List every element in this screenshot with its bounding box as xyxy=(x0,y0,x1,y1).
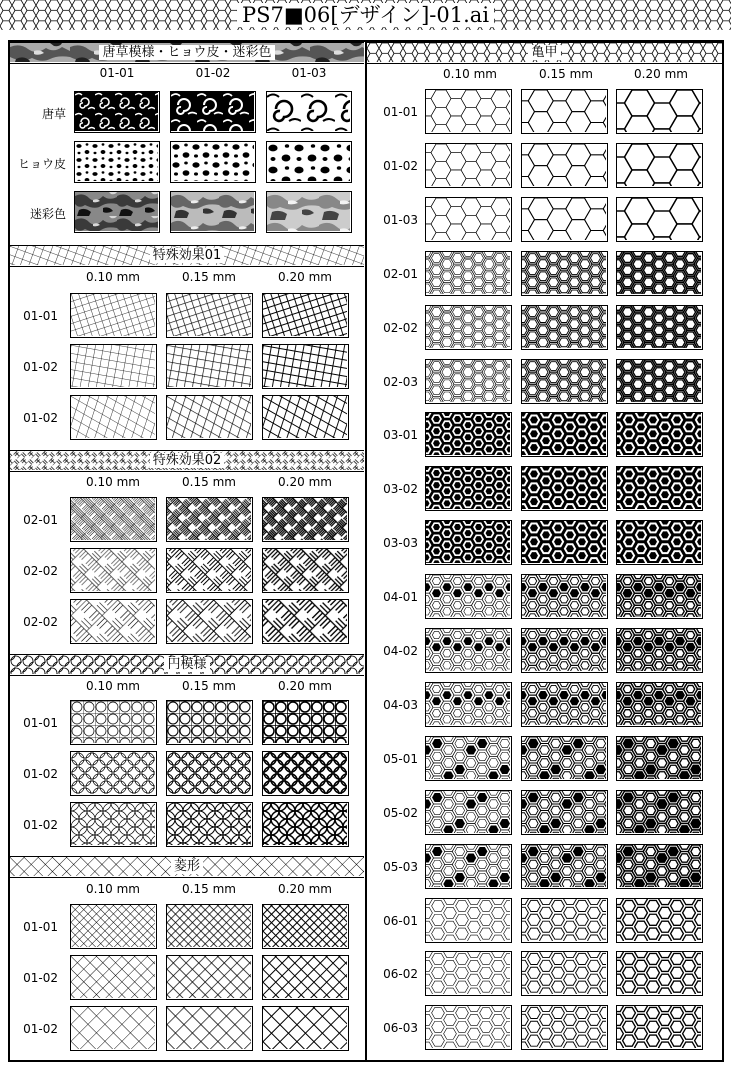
kikko-swatch-pattern xyxy=(522,791,606,833)
kikko-swatch[interactable] xyxy=(425,682,512,727)
en-swatch-pattern xyxy=(263,752,347,794)
kikko-swatch[interactable] xyxy=(425,143,512,188)
tokushu02-col-header: 0.20 mm xyxy=(278,475,332,489)
tokushu02-swatch-pattern xyxy=(167,549,251,591)
kikko-row-label: 05-01 xyxy=(383,751,418,766)
document-title: PS7■06[デザイン]-01.ai xyxy=(237,3,494,27)
kikko-swatch-pattern xyxy=(522,683,606,725)
tokushu01-swatch-pattern xyxy=(263,294,347,336)
karakusa-swatch[interactable] xyxy=(266,191,352,233)
kikko-swatch-pattern xyxy=(522,952,606,994)
kikko-swatch[interactable] xyxy=(425,898,512,943)
hishi-swatch[interactable] xyxy=(166,1006,253,1051)
kikko-row-label: 03-02 xyxy=(383,482,418,497)
tokushu01-swatch[interactable] xyxy=(262,293,349,338)
hishi-swatch[interactable] xyxy=(70,955,157,1000)
kikko-swatch-pattern xyxy=(426,306,510,348)
kikko-swatch-pattern xyxy=(426,791,510,833)
tokushu01-title: 特殊効果01 xyxy=(150,248,225,263)
hishi-swatch-pattern xyxy=(167,905,251,947)
hishi-swatch[interactable] xyxy=(166,955,253,1000)
kikko-swatch[interactable] xyxy=(521,898,608,943)
tokushu01-header xyxy=(10,245,364,267)
karakusa-swatch-pattern xyxy=(75,92,158,131)
kikko-swatch[interactable] xyxy=(616,1005,703,1050)
kikko-swatch-pattern xyxy=(522,629,606,671)
en-swatch[interactable] xyxy=(262,751,349,796)
karakusa-col-header: 01-01 xyxy=(99,66,135,80)
kikko-swatch-pattern xyxy=(426,629,510,671)
kikko-row-label: 04-01 xyxy=(383,590,418,605)
tokushu01-swatch[interactable] xyxy=(166,344,253,389)
karakusa-swatch-pattern xyxy=(267,142,350,181)
hishi-row-label: 01-01 xyxy=(23,920,58,934)
kikko-swatch-pattern xyxy=(522,144,606,186)
kikko-row-label: 03-03 xyxy=(383,536,418,551)
hishi-col-header: 0.10 mm xyxy=(86,882,140,896)
karakusa-row-label: 唐草 xyxy=(41,107,66,121)
karakusa-swatch[interactable] xyxy=(170,141,256,183)
tokushu01-swatch[interactable] xyxy=(166,293,253,338)
tokushu01-swatch-pattern xyxy=(263,345,347,387)
kikko-swatch[interactable] xyxy=(425,251,512,296)
kikko-swatch-pattern xyxy=(522,252,606,294)
kikko-swatch[interactable] xyxy=(425,466,512,511)
kikko-swatch[interactable] xyxy=(521,1005,608,1050)
hishi-swatch-pattern xyxy=(263,1007,347,1049)
tokushu02-row-label: 02-01 xyxy=(23,513,58,527)
tokushu01-row-label: 01-02 xyxy=(23,360,58,374)
tokushu01-col-header: 0.20 mm xyxy=(278,270,332,284)
tokushu02-swatch-pattern xyxy=(71,498,155,540)
kikko-swatch[interactable] xyxy=(616,466,703,511)
karakusa-swatch-pattern xyxy=(267,92,350,131)
kikko-swatch-pattern xyxy=(617,629,701,671)
kikko-swatch-pattern xyxy=(426,575,510,617)
tokushu02-header xyxy=(10,450,364,472)
kikko-swatch-pattern xyxy=(617,575,701,617)
kikko-swatch-pattern xyxy=(617,360,701,402)
hishi-swatch-pattern xyxy=(71,956,155,998)
tokushu02-swatch[interactable] xyxy=(166,548,253,593)
kikko-swatch[interactable] xyxy=(521,951,608,996)
kikko-swatch[interactable] xyxy=(521,628,608,673)
en-col-header: 0.20 mm xyxy=(278,679,332,693)
kikko-title: 亀甲 xyxy=(528,45,560,60)
hishi-swatch[interactable] xyxy=(166,904,253,949)
tokushu02-swatch-pattern xyxy=(167,600,251,642)
kikko-row-label: 02-01 xyxy=(383,266,418,281)
kikko-swatch[interactable] xyxy=(521,736,608,781)
kikko-swatch[interactable] xyxy=(521,412,608,457)
hishi-col-header: 0.20 mm xyxy=(278,882,332,896)
kikko-swatch[interactable] xyxy=(616,682,703,727)
kikko-col-header: 0.15 mm xyxy=(539,67,593,81)
hishi-swatch-pattern xyxy=(263,905,347,947)
kikko-swatch[interactable] xyxy=(521,466,608,511)
kikko-swatch[interactable] xyxy=(521,251,608,296)
kikko-swatch-pattern xyxy=(522,306,606,348)
karakusa-swatch-pattern xyxy=(267,192,350,231)
hishi-swatch-pattern xyxy=(167,956,251,998)
kikko-swatch[interactable] xyxy=(616,844,703,889)
karakusa-swatch[interactable] xyxy=(74,141,160,183)
kikko-swatch[interactable] xyxy=(616,89,703,134)
kikko-swatch-pattern xyxy=(617,845,701,887)
kikko-swatch-pattern xyxy=(522,467,606,509)
kikko-swatch[interactable] xyxy=(521,143,608,188)
hishi-swatch-pattern xyxy=(71,1007,155,1049)
tokushu01-col-header: 0.15 mm xyxy=(182,270,236,284)
kikko-swatch-pattern xyxy=(522,90,606,132)
kikko-swatch[interactable] xyxy=(616,574,703,619)
kikko-swatch-pattern xyxy=(426,467,510,509)
tokushu01-swatch[interactable] xyxy=(166,395,253,440)
kikko-swatch-pattern xyxy=(617,737,701,779)
kikko-swatch[interactable] xyxy=(425,790,512,835)
kikko-swatch-pattern xyxy=(426,198,510,240)
karakusa-swatch[interactable] xyxy=(266,91,352,133)
karakusa-swatch-pattern xyxy=(171,92,254,131)
tokushu02-swatch-pattern xyxy=(263,498,347,540)
kikko-swatch[interactable] xyxy=(521,89,608,134)
title-bar xyxy=(0,0,731,30)
hishi-swatch-pattern xyxy=(71,905,155,947)
kikko-swatch[interactable] xyxy=(425,412,512,457)
kikko-swatch-pattern xyxy=(617,952,701,994)
en-swatch-pattern xyxy=(71,752,155,794)
karakusa-swatch-pattern xyxy=(171,142,254,181)
en-swatch-pattern xyxy=(263,803,347,845)
en-header xyxy=(10,654,364,676)
kikko-col-header: 0.10 mm xyxy=(443,67,497,81)
tokushu01-swatch-pattern xyxy=(263,396,347,438)
kikko-swatch-pattern xyxy=(426,737,510,779)
karakusa-swatch[interactable] xyxy=(74,91,160,133)
kikko-swatch[interactable] xyxy=(616,628,703,673)
kikko-swatch-pattern xyxy=(522,899,606,941)
en-swatch-pattern xyxy=(167,803,251,845)
kikko-row-label: 06-01 xyxy=(383,913,418,928)
hishi-swatch[interactable] xyxy=(262,1006,349,1051)
kikko-swatch-pattern xyxy=(617,683,701,725)
tokushu02-swatch[interactable] xyxy=(70,548,157,593)
kikko-swatch-pattern xyxy=(522,845,606,887)
kikko-swatch[interactable] xyxy=(425,89,512,134)
tokushu02-swatch-pattern xyxy=(263,600,347,642)
tokushu01-swatch-pattern xyxy=(167,294,251,336)
en-col-header: 0.15 mm xyxy=(182,679,236,693)
kikko-swatch[interactable] xyxy=(616,197,703,242)
kikko-swatch-pattern xyxy=(617,306,701,348)
kikko-swatch-pattern xyxy=(617,252,701,294)
tokushu01-swatch-pattern xyxy=(71,345,155,387)
kikko-swatch-pattern xyxy=(426,90,510,132)
tokushu01-swatch-pattern xyxy=(167,396,251,438)
en-swatch[interactable] xyxy=(262,700,349,745)
tokushu02-row-label: 02-02 xyxy=(23,615,58,629)
kikko-col-header: 0.20 mm xyxy=(634,67,688,81)
kikko-swatch-pattern xyxy=(617,899,701,941)
en-title: 円模様 xyxy=(164,657,209,672)
kikko-row-label: 04-03 xyxy=(383,697,418,712)
kikko-swatch-pattern xyxy=(426,144,510,186)
kikko-row-label: 03-01 xyxy=(383,428,418,443)
tokushu02-swatch[interactable] xyxy=(262,497,349,542)
kikko-swatch[interactable] xyxy=(616,790,703,835)
kikko-swatch-pattern xyxy=(617,467,701,509)
kikko-swatch-pattern xyxy=(426,899,510,941)
kikko-swatch-pattern xyxy=(617,413,701,455)
kikko-swatch-pattern xyxy=(426,521,510,563)
kikko-row-label: 01-03 xyxy=(383,212,418,227)
karakusa-row-label: ヒョウ皮 xyxy=(18,157,67,171)
kikko-swatch[interactable] xyxy=(521,197,608,242)
kikko-swatch-pattern xyxy=(426,1006,510,1048)
karakusa-col-header: 01-03 xyxy=(291,66,327,80)
en-swatch[interactable] xyxy=(166,751,253,796)
kikko-swatch-pattern xyxy=(617,791,701,833)
kikko-row-label: 06-02 xyxy=(383,967,418,982)
kikko-swatch-pattern xyxy=(522,360,606,402)
kikko-swatch[interactable] xyxy=(425,951,512,996)
kikko-swatch-pattern xyxy=(426,952,510,994)
kikko-swatch[interactable] xyxy=(616,143,703,188)
kikko-swatch[interactable] xyxy=(616,736,703,781)
tokushu01-swatch[interactable] xyxy=(262,344,349,389)
kikko-swatch[interactable] xyxy=(616,251,703,296)
kikko-swatch-pattern xyxy=(426,413,510,455)
kikko-swatch[interactable] xyxy=(616,305,703,350)
kikko-swatch-pattern xyxy=(522,198,606,240)
kikko-swatch[interactable] xyxy=(616,359,703,404)
kikko-row-label: 05-02 xyxy=(383,805,418,820)
kikko-swatch-pattern xyxy=(617,90,701,132)
tokushu02-swatch-pattern xyxy=(71,549,155,591)
kikko-swatch[interactable] xyxy=(425,628,512,673)
kikko-swatch[interactable] xyxy=(425,197,512,242)
kikko-swatch[interactable] xyxy=(425,1005,512,1050)
hishi-swatch-pattern xyxy=(263,956,347,998)
kikko-swatch[interactable] xyxy=(616,520,703,565)
karakusa-swatch[interactable] xyxy=(170,191,256,233)
tokushu02-swatch[interactable] xyxy=(166,497,253,542)
kikko-row-label: 06-03 xyxy=(383,1021,418,1036)
en-swatch[interactable] xyxy=(166,802,253,847)
en-swatch[interactable] xyxy=(70,700,157,745)
tokushu02-col-header: 0.15 mm xyxy=(182,475,236,489)
kikko-swatch[interactable] xyxy=(616,951,703,996)
karakusa-swatch[interactable] xyxy=(266,141,352,183)
kikko-swatch[interactable] xyxy=(521,359,608,404)
kikko-swatch[interactable] xyxy=(425,520,512,565)
en-swatch[interactable] xyxy=(166,700,253,745)
karakusa-swatch-pattern xyxy=(75,142,158,181)
en-swatch-pattern xyxy=(167,701,251,743)
kikko-row-label: 02-03 xyxy=(383,374,418,389)
hishi-title: 菱形 xyxy=(171,859,203,874)
tokushu02-swatch[interactable] xyxy=(70,599,157,644)
en-swatch[interactable] xyxy=(262,802,349,847)
kikko-swatch[interactable] xyxy=(425,305,512,350)
kikko-swatch-pattern xyxy=(426,845,510,887)
kikko-row-label: 01-02 xyxy=(383,158,418,173)
karakusa-swatch[interactable] xyxy=(74,191,160,233)
hishi-swatch[interactable] xyxy=(262,955,349,1000)
tokushu01-swatch[interactable] xyxy=(262,395,349,440)
kikko-swatch-pattern xyxy=(522,737,606,779)
tokushu02-swatch[interactable] xyxy=(262,599,349,644)
tokushu02-row-label: 02-02 xyxy=(23,564,58,578)
kikko-swatch[interactable] xyxy=(521,790,608,835)
tokushu01-row-label: 01-01 xyxy=(23,309,58,323)
kikko-swatch[interactable] xyxy=(425,574,512,619)
tokushu02-swatch[interactable] xyxy=(70,497,157,542)
tokushu01-swatch-pattern xyxy=(167,345,251,387)
kikko-swatch-pattern xyxy=(522,413,606,455)
tokushu02-swatch[interactable] xyxy=(166,599,253,644)
hishi-swatch-pattern xyxy=(167,1007,251,1049)
kikko-swatch-pattern xyxy=(426,360,510,402)
karakusa-swatch-pattern xyxy=(75,192,158,231)
kikko-swatch[interactable] xyxy=(616,898,703,943)
tokushu01-swatch[interactable] xyxy=(70,344,157,389)
kikko-row-label: 01-01 xyxy=(383,105,418,119)
column-divider xyxy=(365,40,367,1062)
en-swatch-pattern xyxy=(167,752,251,794)
tokushu02-title: 特殊効果02 xyxy=(150,453,225,468)
karakusa-swatch[interactable] xyxy=(170,91,256,133)
tokushu01-swatch-pattern xyxy=(71,396,155,438)
kikko-row-label: 02-02 xyxy=(383,320,418,335)
kikko-row-label: 04-02 xyxy=(383,644,418,658)
en-swatch[interactable] xyxy=(70,802,157,847)
en-swatch-pattern xyxy=(263,701,347,743)
en-col-header: 0.10 mm xyxy=(86,679,140,693)
hishi-swatch[interactable] xyxy=(70,1006,157,1051)
tokushu01-col-header: 0.10 mm xyxy=(86,270,140,284)
kikko-header xyxy=(367,42,722,64)
tokushu02-col-header: 0.10 mm xyxy=(86,475,140,489)
kikko-swatch[interactable] xyxy=(521,574,608,619)
en-row-label: 01-02 xyxy=(23,767,58,781)
en-swatch-pattern xyxy=(71,803,155,845)
kikko-swatch[interactable] xyxy=(521,305,608,350)
tokushu02-swatch-pattern xyxy=(71,600,155,642)
hishi-swatch[interactable] xyxy=(70,904,157,949)
kikko-swatch-pattern xyxy=(522,575,606,617)
karakusa-row-label: 迷彩色 xyxy=(29,207,66,221)
kikko-swatch-pattern xyxy=(617,521,701,563)
kikko-swatch-pattern xyxy=(522,521,606,563)
hishi-swatch[interactable] xyxy=(262,904,349,949)
kikko-row-label: 05-03 xyxy=(383,859,418,874)
tokushu01-swatch-pattern xyxy=(71,294,155,336)
hishi-col-header: 0.15 mm xyxy=(182,882,236,896)
karakusa-title: 唐草模様・ヒョウ皮・迷彩色 xyxy=(99,45,274,60)
kikko-swatch[interactable] xyxy=(425,359,512,404)
kikko-swatch[interactable] xyxy=(521,682,608,727)
tokushu01-swatch[interactable] xyxy=(70,293,157,338)
tokushu02-swatch[interactable] xyxy=(262,548,349,593)
en-swatch-pattern xyxy=(71,701,155,743)
kikko-swatch[interactable] xyxy=(521,844,608,889)
tokushu01-swatch[interactable] xyxy=(70,395,157,440)
kikko-swatch-pattern xyxy=(617,144,701,186)
kikko-swatch-pattern xyxy=(426,252,510,294)
tokushu01-row-label: 01-02 xyxy=(23,411,58,425)
hishi-row-label: 01-02 xyxy=(23,971,58,985)
kikko-swatch[interactable] xyxy=(616,412,703,457)
kikko-swatch-pattern xyxy=(617,1006,701,1048)
tokushu02-swatch-pattern xyxy=(263,549,347,591)
kikko-swatch-pattern xyxy=(426,683,510,725)
kikko-swatch[interactable] xyxy=(425,844,512,889)
en-row-label: 01-01 xyxy=(23,716,58,730)
kikko-swatch-pattern xyxy=(617,198,701,240)
en-row-label: 01-02 xyxy=(23,818,58,832)
hishi-row-label: 01-02 xyxy=(23,1022,58,1036)
karakusa-col-header: 01-02 xyxy=(195,66,231,80)
kikko-swatch[interactable] xyxy=(521,520,608,565)
hishi-header xyxy=(10,856,364,878)
karakusa-swatch-pattern xyxy=(171,192,254,231)
kikko-swatch[interactable] xyxy=(425,736,512,781)
kikko-swatch-pattern xyxy=(522,1006,606,1048)
tokushu02-swatch-pattern xyxy=(167,498,251,540)
karakusa-header xyxy=(10,42,364,64)
en-swatch[interactable] xyxy=(70,751,157,796)
